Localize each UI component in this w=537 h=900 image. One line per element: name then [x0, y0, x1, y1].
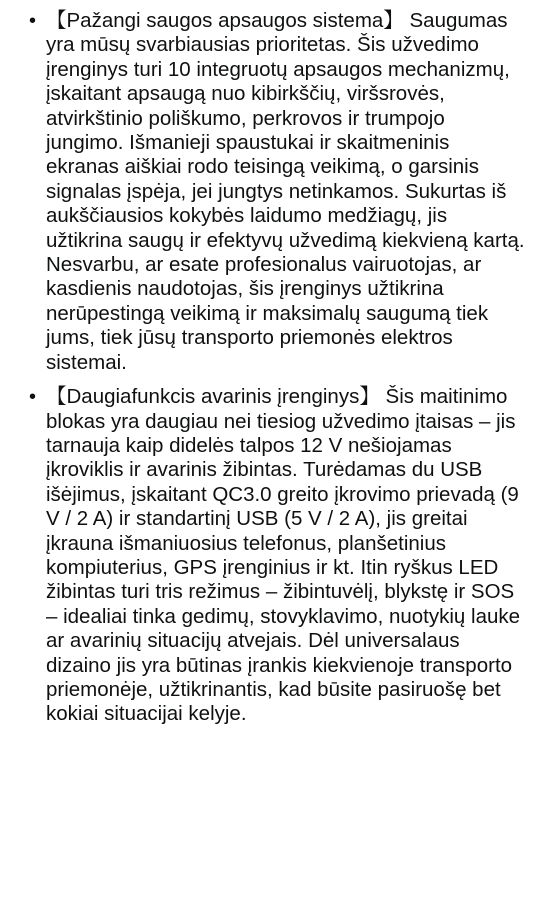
- bullet-dot-icon: •: [29, 10, 37, 32]
- bullet-text: 【Daugiafunkcis avarinis įrenginys】 Šis maitinimo blokas yra daugiau nei tiesiog užvedimo įtaisas – jis tarnauja kaip didelės talpos 12 V nešiojamas įkroviklis ir avarinis žibintas. Turėdamas du USB išėjimus, įskaitant QC3.0 greito įkrovimo prievadą (9 V / 2 A) ir standartinį USB (5 V / 2 A), jis greitai įkrauna išmaniuosius telefonus, planšetinius kompiuterius, GPS įrenginius ir kt. Itin ryškus LED žibintas turi tris režimus – žibintuvėlį, blykstę ir SOS – idealiai tinka gedimų, stovyklavimo, nuotykių lauke ar avarinių situacijų atvejais. Dėl universalaus dizaino jis yra būtinas įrankis kiekvienoje transporto priemonėje, užtikrinantis, kad būsite pasiruošę bet kokiai situacijai kelyje.: [46, 385, 521, 726]
- feature-bullet-safety: [0, 9, 527, 375]
- bullet-dot-icon: •: [29, 386, 37, 409]
- feature-bullet-multifunction: [0, 385, 527, 727]
- bullet-text: 【Pažangi saugos apsaugos sistema】 Saugumas yra mūsų svarbiausias prioritetas. Šis užvedimo įrenginys turi 10 integruotų apsaugos mechanizmų, įskaitant apsaugą nuo kibirkščių, viršsrovės, atvirkštinio poliškumo, perkrovos ir trumpojo jungimo. Išmanieji spaustukai ir skaitmeninis ekranas aiškiai rodo teisingą veikimą, o garsinis signalas įspėja, jei jungtys netinkamos. Sukurtas iš aukščiausios kokybės laidumo medžiagų, jis užtikrina saugų ir efektyvų užvedimą kiekvieną kartą. Nesvarbu, ar esate profesionalus vairuotojas, ar kasdienis naudotojas, šis įrenginys užtikrina nerūpestingą veikimą ir maksimalų saugumą tiek jums, tiek jūsų transporto priemonės elektros sistemai.: [46, 9, 525, 374]
